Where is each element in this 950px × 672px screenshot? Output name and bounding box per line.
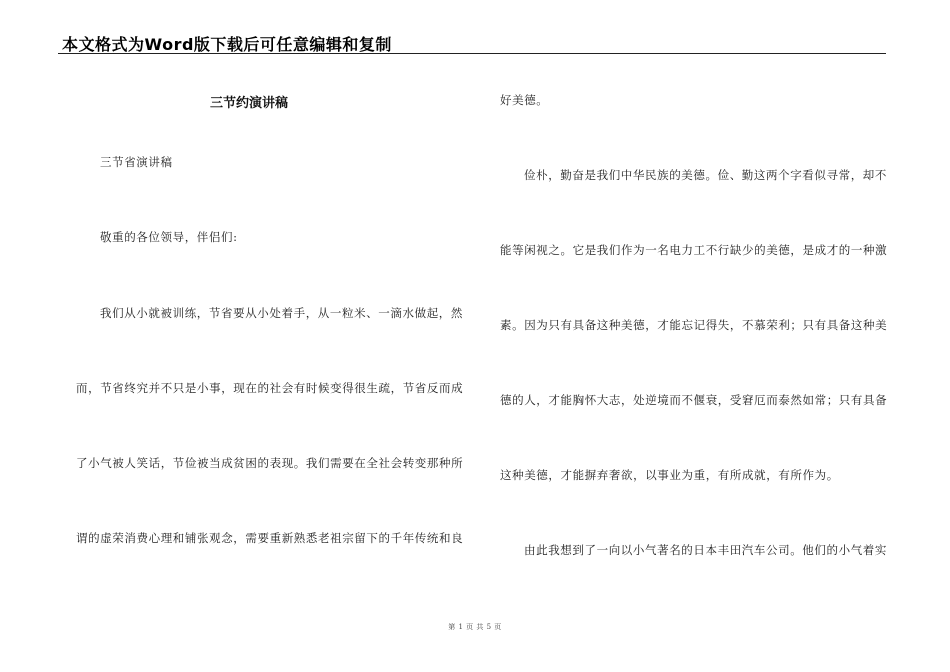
paragraph-line: 能等闲视之。它是我们作为一名电力工不行缺少的美德，是成才的一种激 <box>500 243 888 257</box>
paragraph-line: 俭朴，勤奋是我们中华民族的美德。俭、勤这两个字看似寻常，却不 <box>524 168 887 182</box>
download-banner-text: 本文格式为Word版下载后可任意编辑和复制 <box>62 35 392 54</box>
paragraph-line: 敬重的各位领导，伴侣们: <box>100 230 238 244</box>
page-indicator: 第 1 页 共 5 页 <box>448 623 502 631</box>
paragraph-line: 好美德。 <box>500 93 549 107</box>
paragraph-line: 素。因为只有具备这种美德，才能忘记得失，不慕荣利；只有具备这种美 <box>500 318 888 332</box>
paragraph-line: 由此我想到了一向以小气著名的日本丰田汽车公司。他们的小气着实 <box>524 543 887 557</box>
paragraph-line: 谓的虚荣消费心理和铺张观念，需要重新熟悉老祖宗留下的千年传统和良 <box>76 531 464 545</box>
header-divider <box>58 53 886 54</box>
paragraph-line: 这种美德，才能摒弃奢欲，以事业为重，有所成就，有所作为。 <box>500 468 839 482</box>
paragraph-line: 我们从小就被训练，节省要从小处着手，从一粒米、一滴水做起，然 <box>100 306 463 320</box>
document-title: 三节约演讲稿 <box>210 96 289 111</box>
paragraph-line: 三节省演讲稿 <box>100 155 173 169</box>
paragraph-line: 了小气被人笑话，节俭被当成贫困的表现。我们需要在全社会转变那种所 <box>76 456 464 470</box>
paragraph-line: 德的人，才能胸怀大志，处逆境而不偃衰，受窘厄而泰然如常；只有具备 <box>500 393 888 407</box>
paragraph-line: 而，节省终究并不只是小事，现在的社会有时候变得很生疏，节省反而成 <box>76 381 464 395</box>
